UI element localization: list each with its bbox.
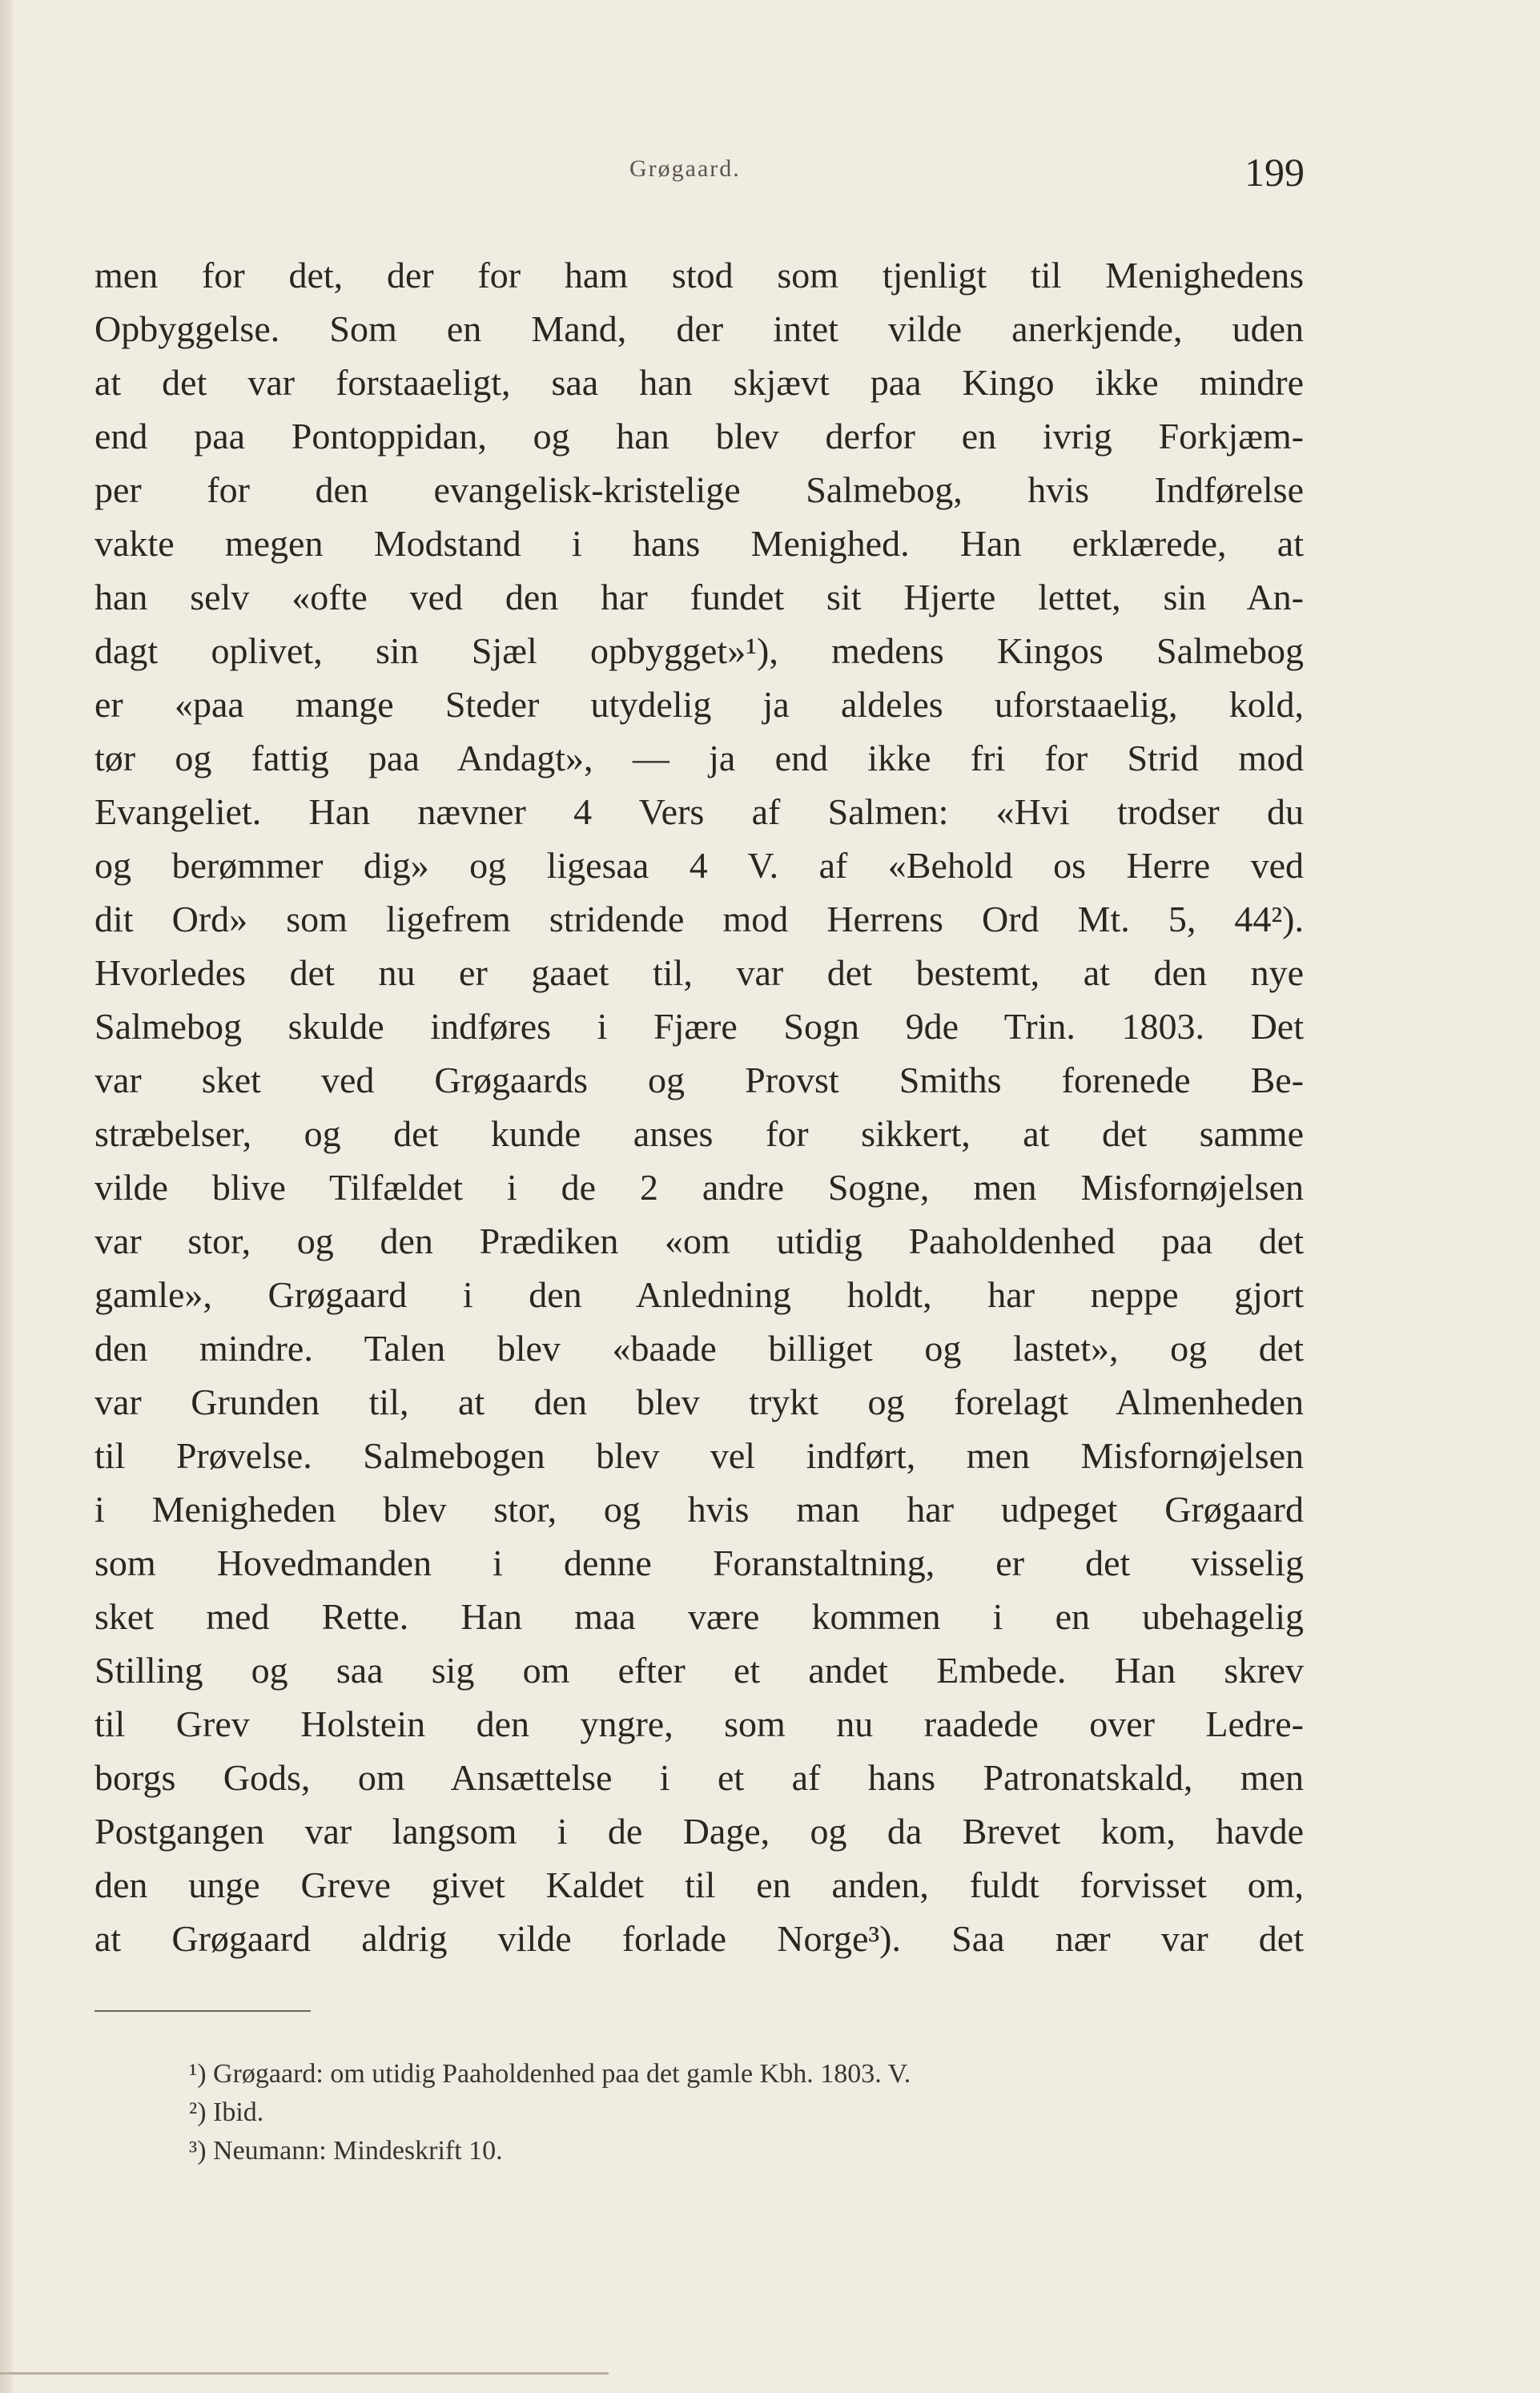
footnote-1: ¹) Grøgaard: om utidig Paaholdenhed paa det gamle Kbh. 1803. V. [189, 2059, 911, 2089]
footnote-2: ²) Ibid. [189, 2097, 264, 2127]
text-line: Stilling og saa sig om efter et andet Embede. Han skrev [94, 1650, 1304, 1691]
text-line: borgs Gods, om Ansættelse i et af hans Patronatskald, men [94, 1757, 1304, 1798]
text-line: den unge Greve givet Kaldet til en anden, fuldt forvisset om, [94, 1864, 1304, 1905]
text-line: at Grøgaard aldrig vilde forlade Norge³). Saa nær var det [94, 1918, 1304, 1959]
text-line: men for det, der for ham stod som tjenligt til Menighedens [94, 255, 1304, 296]
text-line: vilde blive Tilfældet i de 2 andre Sogne, men Misfornøjelsen [94, 1167, 1304, 1208]
text-line: var sket ved Grøgaards og Provst Smiths forenede Be- [94, 1060, 1304, 1100]
text-line: per for den evangelisk-kristelige Salmebog, hvis Indførelse [94, 469, 1304, 510]
text-line: stræbelser, og det kunde anses for sikkert, at det samme [94, 1113, 1304, 1154]
text-line: Opbyggelse. Som en Mand, der intet vilde anerkjende, uden [94, 308, 1304, 349]
text-line: at det var forstaaeligt, saa han skjævt paa Kingo ikke mindre [94, 362, 1304, 403]
text-line: til Grev Holstein den yngre, som nu raadede over Ledre- [94, 1703, 1304, 1744]
page-binding-edge [0, 0, 13, 2393]
body-text [94, 248, 1304, 1965]
footnote-divider [94, 2010, 311, 2012]
text-line: vakte megen Modstand i hans Menighed. Han erklærede, at [94, 523, 1304, 564]
text-line: dit Ord» som ligefrem stridende mod Herrens Ord Mt. 5, 44²). [94, 899, 1304, 939]
text-line: dagt oplivet, sin Sjæl opbygget»¹), medens Kingos Salmebog [94, 630, 1304, 671]
footnotes [189, 2055, 1310, 2170]
text-line: gamle», Grøgaard i den Anledning holdt, har neppe gjort [94, 1274, 1304, 1315]
text-line: sket med Rette. Han maa være kommen i en ubehagelig [94, 1596, 1304, 1637]
text-line: den mindre. Talen blev «baade billiget og lastet», og det [94, 1328, 1304, 1369]
text-line: Hvorledes det nu er gaaet til, var det bestemt, at den nye [94, 952, 1304, 993]
text-line: han selv «ofte ved den har fundet sit Hjerte lettet, sin An- [94, 577, 1304, 617]
text-line: var stor, og den Prædiken «om utidig Paaholdenhed paa det [94, 1221, 1304, 1261]
text-line: tør og fattig paa Andagt», — ja end ikke fri for Strid mod [94, 738, 1304, 778]
text-line: til Prøvelse. Salmebogen blev vel indført, men Misfornøjelsen [94, 1435, 1304, 1476]
text-line: Evangeliet. Han nævner 4 Vers af Salmen: «Hvi trodser du [94, 791, 1304, 832]
text-line: var Grunden til, at den blev trykt og forelagt Almenheden [94, 1382, 1304, 1422]
page-number: 199 [1244, 150, 1305, 195]
text-line: end paa Pontoppidan, og han blev derfor en ivrig Forkjæm- [94, 416, 1304, 456]
text-line: som Hovedmanden i denne Foranstaltning, er det visselig [94, 1542, 1304, 1583]
text-line: Postgangen var langsom i de Dage, og da Brevet kom, havde [94, 1811, 1304, 1852]
running-header-title: Grøgaard. [629, 155, 741, 182]
text-line: i Menigheden blev stor, og hvis man har udpeget Grøgaard [94, 1489, 1304, 1530]
text-line: og berømmer dig» og ligesaa 4 V. af «Behold os Herre ved [94, 845, 1304, 886]
text-line: er «paa mange Steder utydelig ja aldeles uforstaaelig, kold, [94, 684, 1304, 725]
scan-bottom-rule [0, 2372, 609, 2375]
footnote-3: ³) Neumann: Mindeskrift 10. [189, 2136, 503, 2166]
text-line: Salmebog skulde indføres i Fjære Sogn 9de Trin. 1803. Det [94, 1006, 1304, 1047]
running-header [0, 149, 1540, 197]
